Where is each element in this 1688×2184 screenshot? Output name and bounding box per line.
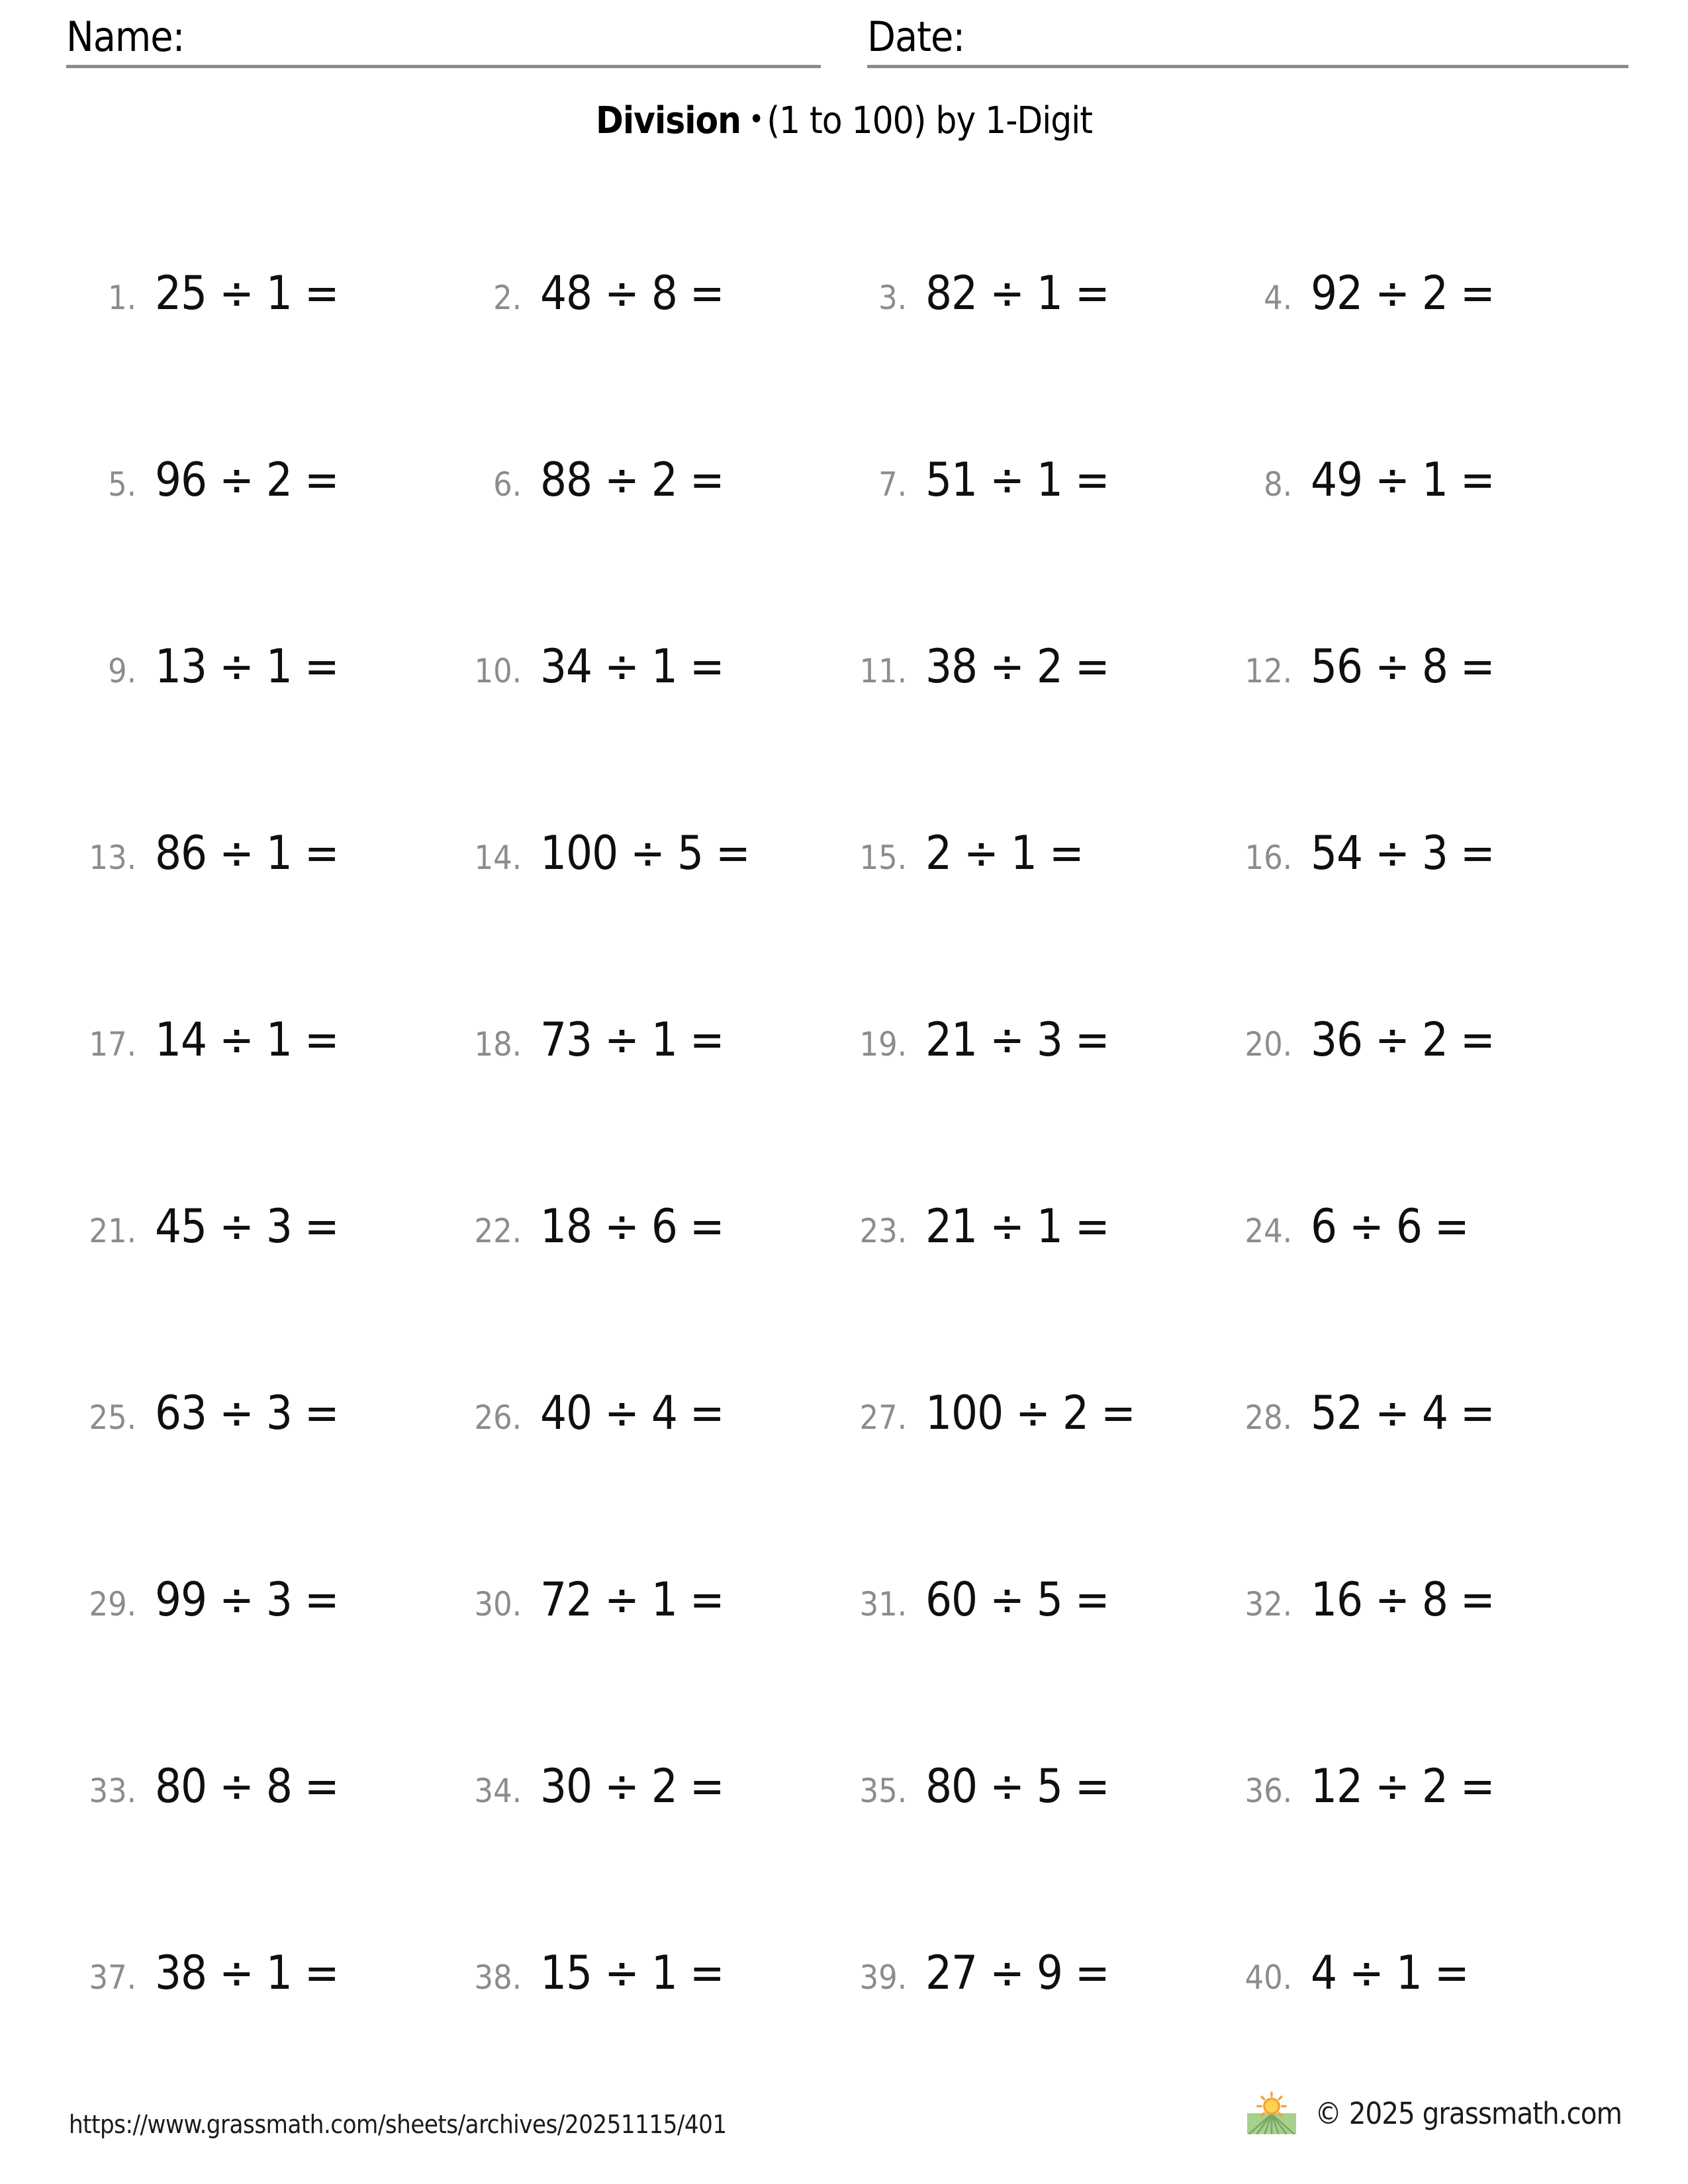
problem-expression: 16 ÷ 8 = <box>1311 1572 1495 1627</box>
problem-number: 23. <box>859 1212 907 1250</box>
problem-item <box>837 826 1222 1013</box>
problem-number: 14. <box>474 839 522 877</box>
problem-expression: 51 ÷ 1 = <box>925 453 1109 507</box>
problem-number: 34. <box>474 1772 522 1810</box>
problem-item <box>451 1013 837 1199</box>
problem-expression: 18 ÷ 6 = <box>540 1199 724 1253</box>
problem-expression: 82 ÷ 1 = <box>925 266 1109 320</box>
problem-expression: 92 ÷ 2 = <box>1311 266 1495 320</box>
problem-number: 11. <box>859 652 907 690</box>
problem-expression: 21 ÷ 1 = <box>925 1199 1109 1253</box>
problem-number: 7. <box>878 465 907 504</box>
problem-item <box>66 1759 451 1946</box>
problem-expression: 38 ÷ 1 = <box>155 1946 339 2000</box>
problem-number: 25. <box>89 1398 136 1437</box>
problem-number: 12. <box>1244 652 1292 690</box>
problem-number: 1. <box>108 279 136 317</box>
problem-expression: 96 ÷ 2 = <box>155 453 339 507</box>
problem-number: 16. <box>1244 839 1292 877</box>
problem-number: 28. <box>1244 1398 1292 1437</box>
problem-item <box>837 1572 1222 1759</box>
problem-item <box>66 1572 451 1759</box>
problem-item <box>837 1199 1222 1386</box>
problem-expression: 4 ÷ 1 = <box>1311 1946 1469 2000</box>
problem-number: 33. <box>89 1772 136 1810</box>
problem-item <box>451 639 837 826</box>
problem-expression: 52 ÷ 4 = <box>1311 1386 1495 1440</box>
problem-number: 15. <box>859 839 907 877</box>
problem-item <box>66 266 451 453</box>
problem-expression: 100 ÷ 2 = <box>925 1386 1135 1440</box>
problem-expression: 2 ÷ 1 = <box>925 826 1084 880</box>
problem-number: 30. <box>474 1585 522 1623</box>
problem-item <box>451 453 837 639</box>
problem-expression: 34 ÷ 1 = <box>540 639 724 694</box>
problem-item <box>1222 639 1607 826</box>
problem-expression: 21 ÷ 3 = <box>925 1013 1109 1067</box>
problem-number: 38. <box>474 1958 522 1997</box>
problem-expression: 48 ÷ 8 = <box>540 266 724 320</box>
problem-item <box>837 1759 1222 1946</box>
problem-number: 17. <box>89 1025 136 1064</box>
problem-number: 19. <box>859 1025 907 1064</box>
problem-expression: 25 ÷ 1 = <box>155 266 339 320</box>
problem-number: 24. <box>1244 1212 1292 1250</box>
problem-expression: 6 ÷ 6 = <box>1311 1199 1469 1253</box>
problem-item <box>837 1946 1222 2132</box>
problem-number: 37. <box>89 1958 136 1997</box>
problem-item <box>66 1386 451 1572</box>
problem-expression: 45 ÷ 3 = <box>155 1199 339 1253</box>
problem-expression: 80 ÷ 8 = <box>155 1759 339 1813</box>
problem-expression: 12 ÷ 2 = <box>1311 1759 1495 1813</box>
date-field[interactable] <box>867 11 1628 68</box>
copyright-text: © 2025 grassmath.com <box>1315 2095 1622 2131</box>
problem-number: 32. <box>1244 1585 1292 1623</box>
problem-item <box>451 1199 837 1386</box>
problem-expression: 72 ÷ 1 = <box>540 1572 724 1627</box>
problem-item <box>1222 1759 1607 1946</box>
problem-item <box>1222 1572 1607 1759</box>
problem-number: 18. <box>474 1025 522 1064</box>
problem-number: 2. <box>493 279 522 317</box>
problem-item <box>66 1199 451 1386</box>
problem-item <box>837 1386 1222 1572</box>
problems-grid <box>66 266 1607 2132</box>
problem-item <box>1222 266 1607 453</box>
problem-number: 39. <box>859 1958 907 1997</box>
problem-expression: 15 ÷ 1 = <box>540 1946 724 2000</box>
problem-item <box>837 453 1222 639</box>
problem-number: 5. <box>108 465 136 504</box>
problem-item <box>837 639 1222 826</box>
problem-item <box>66 1013 451 1199</box>
title-subtitle: (1 to 100) by 1-Digit <box>767 99 1092 142</box>
problem-number: 8. <box>1264 465 1292 504</box>
problem-number: 4. <box>1264 279 1292 317</box>
problem-number: 21. <box>89 1212 136 1250</box>
name-label: Name: <box>66 13 185 61</box>
date-label: Date: <box>867 13 965 61</box>
problem-number: 29. <box>89 1585 136 1623</box>
problem-expression: 27 ÷ 9 = <box>925 1946 1109 2000</box>
footer-brand <box>1244 2091 1622 2135</box>
problem-item <box>66 826 451 1013</box>
problem-number: 13. <box>89 839 136 877</box>
problem-expression: 14 ÷ 1 = <box>155 1013 339 1067</box>
problem-number: 36. <box>1244 1772 1292 1810</box>
sunrise-field-icon <box>1244 2091 1299 2135</box>
problem-expression: 73 ÷ 1 = <box>540 1013 724 1067</box>
problem-number: 27. <box>859 1398 907 1437</box>
problem-number: 3. <box>878 279 907 317</box>
problem-expression: 54 ÷ 3 = <box>1311 826 1495 880</box>
problem-expression: 13 ÷ 1 = <box>155 639 339 694</box>
problem-number: 6. <box>493 465 522 504</box>
problem-expression: 56 ÷ 8 = <box>1311 639 1495 694</box>
problem-item <box>66 453 451 639</box>
problem-expression: 60 ÷ 5 = <box>925 1572 1109 1627</box>
problem-item <box>66 639 451 826</box>
problem-item <box>451 1946 837 2132</box>
problem-expression: 40 ÷ 4 = <box>540 1386 724 1440</box>
title-bullet: • <box>748 103 765 136</box>
problem-item <box>837 1013 1222 1199</box>
problem-expression: 36 ÷ 2 = <box>1311 1013 1495 1067</box>
name-field[interactable] <box>66 11 821 68</box>
problem-expression: 88 ÷ 2 = <box>540 453 724 507</box>
problem-number: 10. <box>474 652 522 690</box>
problem-expression: 80 ÷ 5 = <box>925 1759 1109 1813</box>
problem-item <box>1222 1013 1607 1199</box>
problem-expression: 63 ÷ 3 = <box>155 1386 339 1440</box>
problem-item <box>1222 826 1607 1013</box>
problem-expression: 49 ÷ 1 = <box>1311 453 1495 507</box>
problem-item <box>451 1572 837 1759</box>
title-main: Division <box>596 99 741 142</box>
problem-number: 40. <box>1244 1958 1292 1997</box>
problem-item <box>66 1946 451 2132</box>
problem-item <box>1222 453 1607 639</box>
problem-item <box>837 266 1222 453</box>
problem-number: 22. <box>474 1212 522 1250</box>
problem-item <box>451 1759 837 1946</box>
problem-number: 9. <box>108 652 136 690</box>
problem-expression: 100 ÷ 5 = <box>540 826 750 880</box>
problem-expression: 30 ÷ 2 = <box>540 1759 724 1813</box>
problem-number: 26. <box>474 1398 522 1437</box>
problem-expression: 86 ÷ 1 = <box>155 826 339 880</box>
problem-item <box>451 826 837 1013</box>
problem-number: 35. <box>859 1772 907 1810</box>
page-title <box>0 99 1688 142</box>
problem-number: 31. <box>859 1585 907 1623</box>
problem-item <box>451 266 837 453</box>
problem-item <box>451 1386 837 1572</box>
problem-number: 20. <box>1244 1025 1292 1064</box>
problem-expression: 38 ÷ 2 = <box>925 639 1109 694</box>
footer-url[interactable]: https://www.grassmath.com/sheets/archives/20251115/401 <box>69 2110 727 2139</box>
problem-item <box>1222 1386 1607 1572</box>
problem-expression: 99 ÷ 3 = <box>155 1572 339 1627</box>
problem-item <box>1222 1199 1607 1386</box>
